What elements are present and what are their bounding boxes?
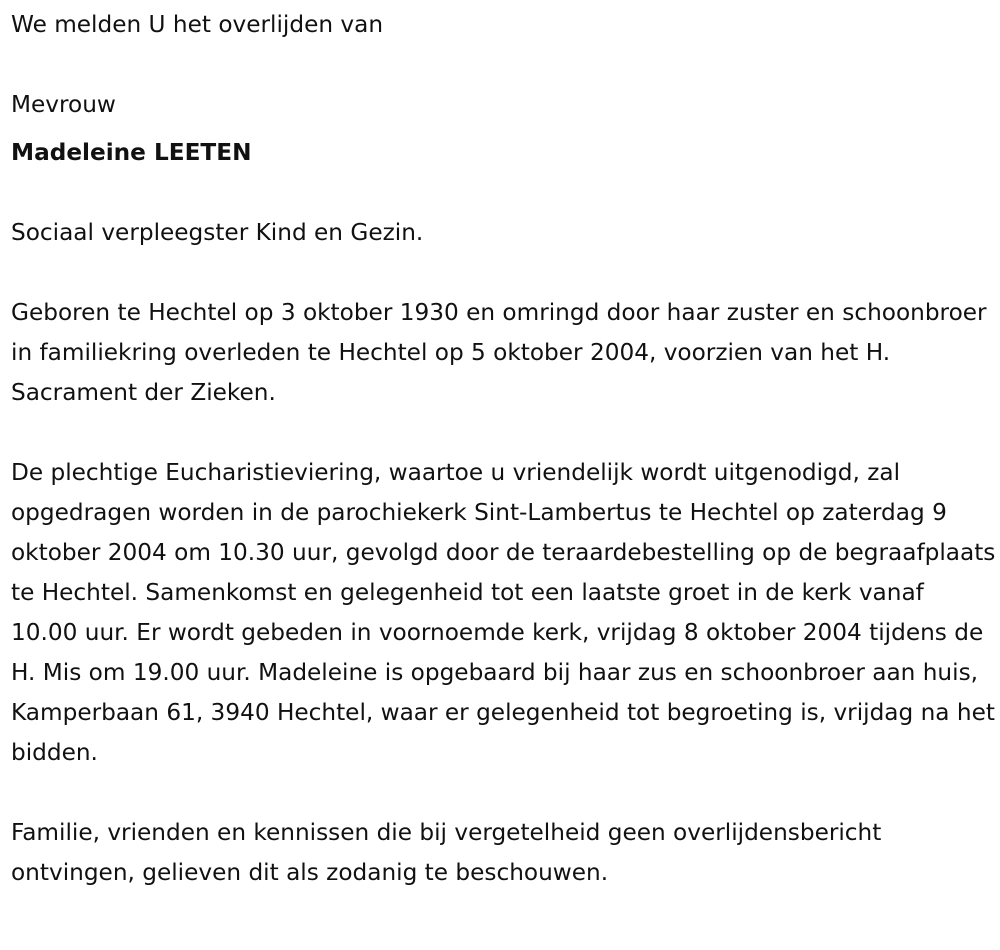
occupation-text: Sociaal verpleegster Kind en Gezin. — [11, 219, 424, 246]
closing-paragraph: Familie, vrienden en kennissen die bij vergetelheid geen overlijdensbericht ontvingen, gelieven dit als zodanig te beschouwen. — [11, 819, 882, 886]
birth-death-paragraph: Geboren te Hechtel op 3 oktober 1930 en omringd door haar zuster en schoonbroer in familiekring overleden te Hechtel op 5 oktober 2004, voorzien van het H. Sacrament der Zieken. — [11, 299, 987, 406]
honorific-title: Mevrouw — [11, 91, 116, 118]
ceremony-paragraph: De plechtige Eucharistieviering, waartoe u vriendelijk wordt uitgenodigd, zal opgedragen worden in de parochiekerk Sint-Lambertus te Hechtel op zaterdag 9 oktober 2004 om 10.30 uur, gevolgd door de teraardebestelling op de begraafplaats te Hechtel. Samenkomst en gelegenheid tot een laatste groet in de kerk vanaf 10.00 uur. Er wordt gebeden in voornoemde kerk, vrijdag 8 oktober 2004 tijdens de H. Mis om 19.00 uur. Madeleine is opgebaard bij haar zus en schoonbroer aan huis, Kamperbaan 61, 3940 Hechtel, waar er gelegenheid tot begroeting is, vrijdag na het bidden. — [11, 459, 996, 766]
death-notice — [11, 0, 996, 893]
deceased-name: Madeleine LEETEN — [11, 139, 252, 166]
intro-text: We melden U het overlijden van — [11, 11, 384, 38]
